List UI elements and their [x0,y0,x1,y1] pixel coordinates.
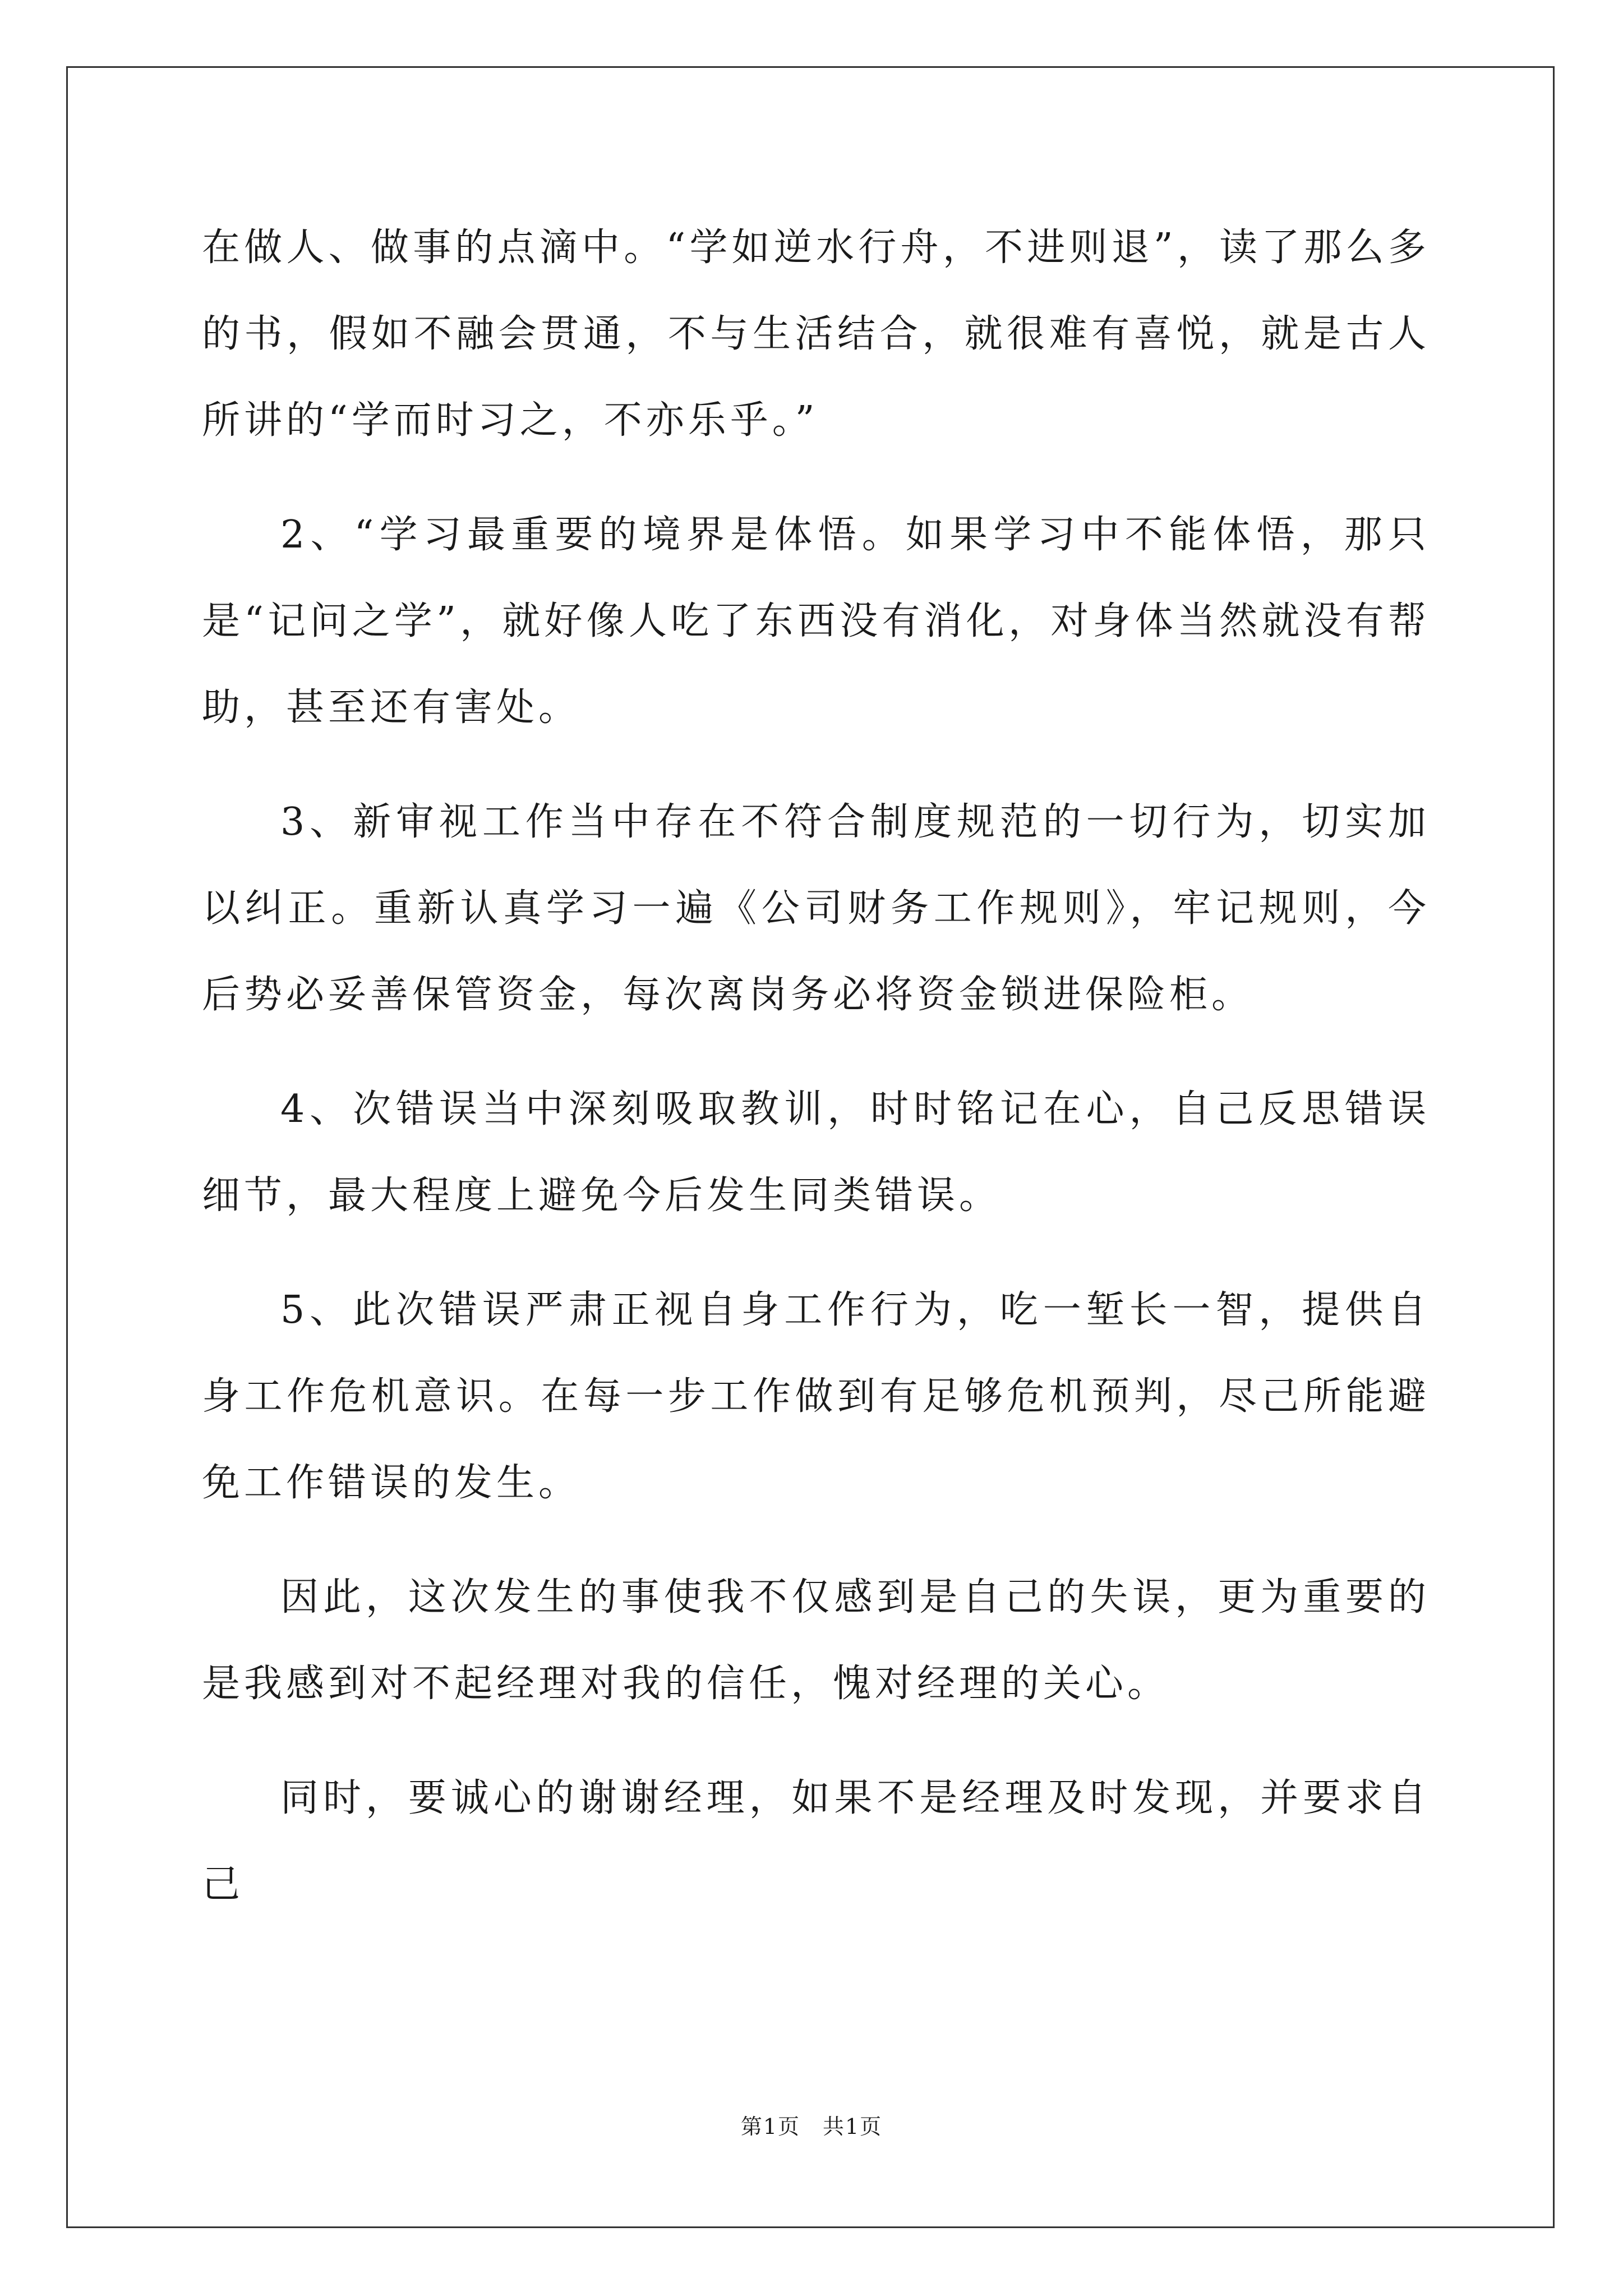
page-number: 第1页 [740,2114,800,2139]
page-total: 共1页 [823,2114,883,2139]
paragraph-6: 因此，这次发生的事使我不仅感到是自己的失误，更为重要的是我感到对不起经理对我的信任，愧对经理的关心。 [202,1575,1430,1706]
page-footer [0,2109,1623,2140]
paragraph-2: 2、“学习最重要的境界是体悟。如果学习中不能体悟，那只是“记问之学”，就好像人吃了东西没有消化，对身体当然就没有帮助，甚至还有害处。 [202,513,1430,730]
paragraph-1: 在做人、做事的点滴中。“学如逆水行舟，不进则退”，读了那么多的书，假如不融会贯通，不与生活结合，就很难有喜悦，就是古人所讲的“学而时习之，不亦乐乎。” [202,226,1430,443]
document-body [202,205,1430,1928]
paragraph-4: 4、次错误当中深刻吸取教训，时时铭记在心，自己反思错误细节，最大程度上避免今后发生同类错误。 [202,1087,1430,1218]
paragraph-3: 3、新审视工作当中存在不符合制度规范的一切行为，切实加以纠正。重新认真学习一遍《公司财务工作规则》，牢记规则，今后势必妥善保管资金，每次离岗务必将资金锁进保险柜。 [202,800,1430,1017]
paragraph-5: 5、此次错误严肃正视自身工作行为，吃一堑长一智，提供自身工作危机意识。在每一步工作做到有足够危机预判，尽己所能避免工作错误的发生。 [202,1288,1430,1505]
paragraph-7: 同时，要诚心的谢谢经理，如果不是经理及时发现，并要求自己 [202,1776,1430,1907]
